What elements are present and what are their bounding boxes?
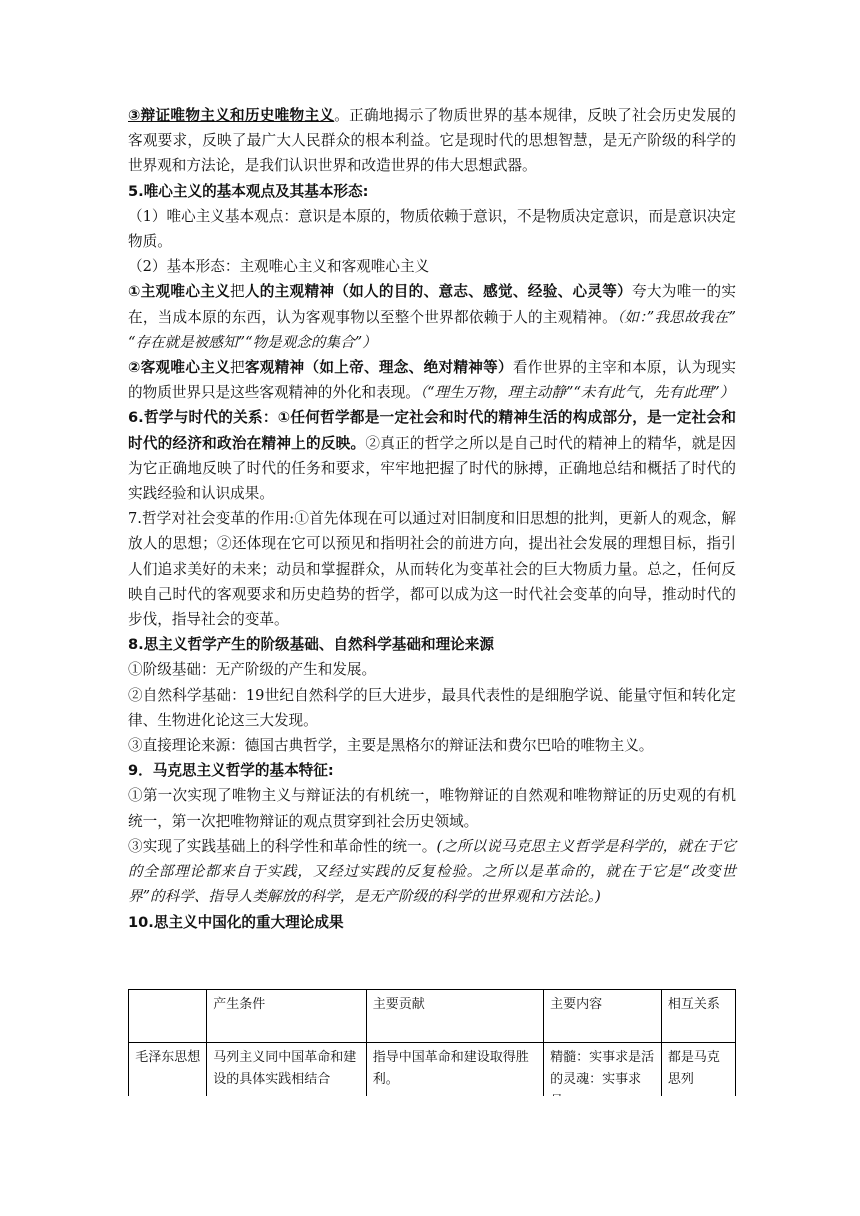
- table-header-cell: 产生条件: [207, 990, 367, 1043]
- table-cell: 毛泽东思想: [129, 1043, 207, 1118]
- section-6-paragraph: [128, 405, 736, 506]
- section-7-paragraph: 7.哲学对社会变革的作用:①首先体现在可以通过对旧制度和旧思想的批判，更新人的观念，解放人的思想；②还体现在它可以预见和指明社会的前进方向，提出社会发展的理想目标，指引人们追求美好的未来；动员和掌握群众，从而转化为变革社会的巨大物质力量。总之，任何反映自己时代的客观要求和历史趋势的哲学，都可以成为这一时代社会变革的向导，推动时代的步伐，指导社会的变革。: [128, 510, 736, 629]
- section-8-item-3: ③直接理论来源：德国古典哲学，主要是黑格尔的辩证法和费尔巴哈的唯物主义。: [128, 737, 654, 755]
- table-cell: 都是马克思列: [661, 1043, 735, 1118]
- document-body: [128, 103, 736, 935]
- section-9-title: 9．马克思主义哲学的基本特征:: [128, 762, 334, 780]
- section-3-lead: ③辩证唯物主义和历史唯物主义: [128, 107, 335, 124]
- table-header-row: [129, 990, 736, 1043]
- section-6-bold: ①任何哲学都是一定社会和时代的精神生活的构成部分，是一定社会和时代的经济和政治在精神上的反映。: [128, 409, 737, 452]
- subjective-idealism-connector: 把: [230, 283, 245, 301]
- section-5-objective-idealism: [128, 355, 736, 405]
- section-6-text: ②真正的哲学之所以是自己时代的精神上的精华，就是因为它正确地反映了时代的任务和要求，牢牢地把握了时代的脉搏，正确地总结和概括了时代的实践经验和认识成果。: [128, 434, 736, 503]
- table-header-cell: [129, 990, 207, 1043]
- table-header-cell: 相互关系: [661, 990, 735, 1043]
- objective-idealism-connector: 把: [230, 359, 245, 377]
- table-cell: 指导中国革命和建设取得胜利。: [366, 1043, 543, 1118]
- page-bottom-margin: [0, 1096, 860, 1216]
- section-9-item-3-note: (之所以说马克思主义哲学是科学的，就在于它的全部理论都来自于实践，又经过实践的反复检验。之所以是革命的，就在于它是“改变世界”的科学、指导人类解放的科学，是无产阶级的科学的世界观和方法论。): [128, 837, 736, 906]
- section-10-title: 10.思主义中国化的重大理论成果: [128, 913, 344, 931]
- section-5-title: 5.唯心主义的基本观点及其基本形态:: [128, 182, 369, 200]
- section-5-point-1: （1）唯心主义基本观点：意识是本原的，物质依赖于意识，不是物质决定意识，而是意识决定物质。: [128, 207, 736, 251]
- objective-idealism-lead: ②客观唯心主义: [128, 359, 230, 377]
- section-8-item-2: ②自然科学基础：19世纪自然科学的巨大进步，最具代表性的是细胞学说、能量守恒和转化定律、生物进化论这三大发现。: [128, 686, 736, 729]
- section-5-point-2: （2）基本形态：主观唯心主义和客观唯心主义: [128, 258, 430, 276]
- table-header-cell: 主要贡献: [366, 990, 543, 1043]
- section-9-item-3: [128, 834, 736, 910]
- section-8-item-1: ①阶级基础：无产阶级的产生和发展。: [128, 661, 377, 679]
- section-6-title: 6.哲学与时代的关系：: [128, 409, 278, 427]
- section-3-paragraph: [128, 103, 736, 179]
- section-3-text: 。正确地揭示了物质世界的基本规律，反映了社会历史发展的客观要求，反映了最广大人民群众的根本利益。它是现时代的思想智慧，是无产阶级的科学的世界观和方法论，是我们认识世界和改造世界的伟大思想武器。: [128, 107, 736, 175]
- objective-idealism-note: （“理生万物，理主动静”“未有此气，先有此理”）: [419, 384, 735, 402]
- section-5-subjective-idealism: [128, 279, 736, 355]
- table-cell: 精髓：实事求是活的灵魂：实事求: [544, 1043, 662, 1118]
- subjective-idealism-bold: 人的主观精神（如人的目的、意志、感觉、经验、心灵等）: [244, 283, 633, 301]
- subjective-idealism-text: 夸大为唯一的实在，当成本原的东西，认为客观事物以至整个世界都依赖于人的主观精神。: [128, 283, 736, 326]
- objective-idealism-text: 看作世界的主宰和本原，认为现实的物质世界只是这些客观精神的外化和表现。: [128, 359, 736, 402]
- table-header-cell: 主要内容: [544, 990, 662, 1043]
- objective-idealism-bold: 客观精神（如上帝、理念、绝对精神等）: [244, 359, 513, 377]
- section-8-title: 8.思主义哲学产生的阶级基础、自然科学基础和理论来源: [128, 636, 494, 654]
- section-9-item-3-text: ③实现了实践基础上的科学性和革命性的统一。: [128, 837, 437, 855]
- section-9-item-1: ①第一次实现了唯物主义与辩证法的有机统一，唯物辩证的自然观和唯物辩证的历史观的有机统一，第一次把唯物辩证的观点贯穿到社会历史领域。: [128, 787, 736, 830]
- table-cell: 马列主义同中国革命和建设的具体实践相结合: [207, 1043, 367, 1118]
- subjective-idealism-note: （如：”我思故我在” “存在就是被感知”“物是观念的集合”）: [128, 308, 736, 351]
- subjective-idealism-lead: ①主观唯心主义: [128, 283, 230, 301]
